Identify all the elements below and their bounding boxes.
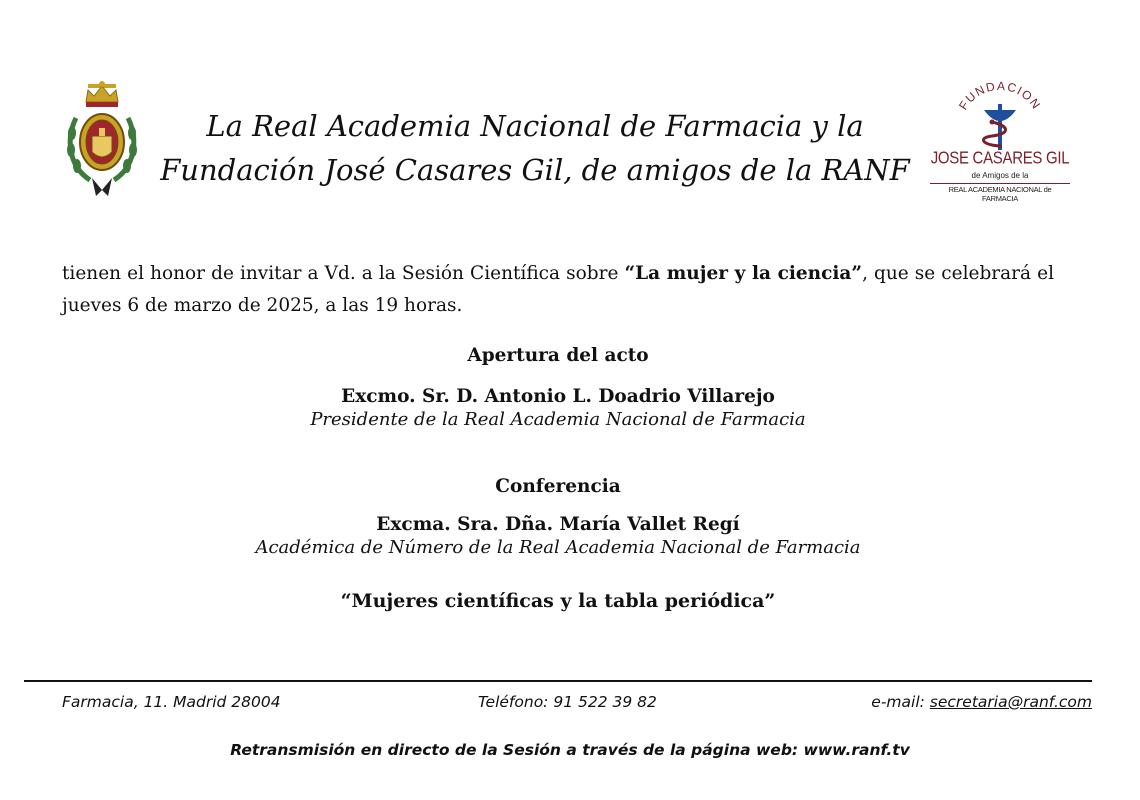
- footer-phone: Teléfono: 91 522 39 82: [478, 693, 657, 711]
- conference-talk: [62, 590, 1054, 612]
- talk-title: “Mujeres científicas y la tabla periódica”: [340, 590, 776, 612]
- fund-logo-name: JOSE CASARES GIL: [930, 148, 1070, 169]
- conference-speaker: [62, 514, 1054, 558]
- footer-divider: [24, 680, 1092, 682]
- footer-email: [871, 693, 1092, 711]
- caduceus-icon: [930, 80, 1070, 152]
- intro-text-post: , que se celebrará el jueves 6 de marzo de 2025, a las 19 horas.: [62, 263, 1054, 316]
- conference-role: Académica de Número de la Real Academia Nacional de Farmacia: [255, 537, 861, 558]
- opening-section: [62, 345, 1054, 366]
- conference-person: Excma. Sra. Dña. María Vallet Regí: [376, 514, 740, 535]
- footer-email-label: e-mail:: [871, 693, 930, 711]
- fundacion-casares-gil-logo: [930, 80, 1070, 202]
- footer-address: Farmacia, 11. Madrid 28004: [62, 693, 281, 711]
- conference-title: Conferencia: [495, 476, 621, 497]
- opening-speaker: [62, 386, 1054, 430]
- opening-person: Excmo. Sr. D. Antonio L. Doadrio Villarejo: [341, 386, 775, 407]
- fund-logo-sub2: REAL ACADEMIA NACIONAL de FARMACIA: [930, 183, 1070, 203]
- heading-line-2: Fundación José Casares Gil, de amigos de la RANF: [160, 153, 910, 187]
- intro-text-pre: tienen el honor de invitar a Vd. a la Sesión Científica sobre: [62, 263, 625, 284]
- fund-logo-sub1: de Amigos de la: [971, 171, 1029, 180]
- opening-role: Presidente de la Real Academia Nacional de Farmacia: [310, 409, 806, 430]
- invitation-paragraph: [62, 258, 1054, 322]
- fund-logo-top-text: FUNDACION: [956, 80, 1044, 113]
- session-topic: “La mujer y la ciencia”: [624, 263, 863, 284]
- opening-title: Apertura del acto: [467, 345, 649, 366]
- royal-academy-crest-icon: [62, 78, 142, 200]
- broadcast-notice: Retransmisión en directo de la Sesión a través de la página web: www.ranf.tv: [230, 741, 910, 759]
- heading-line-1: La Real Academia Nacional de Farmacia y la: [206, 109, 864, 143]
- footer-email-link[interactable]: secretaria@ranf.com: [929, 693, 1092, 711]
- conference-section: [62, 476, 1054, 497]
- invitation-heading: [160, 104, 910, 192]
